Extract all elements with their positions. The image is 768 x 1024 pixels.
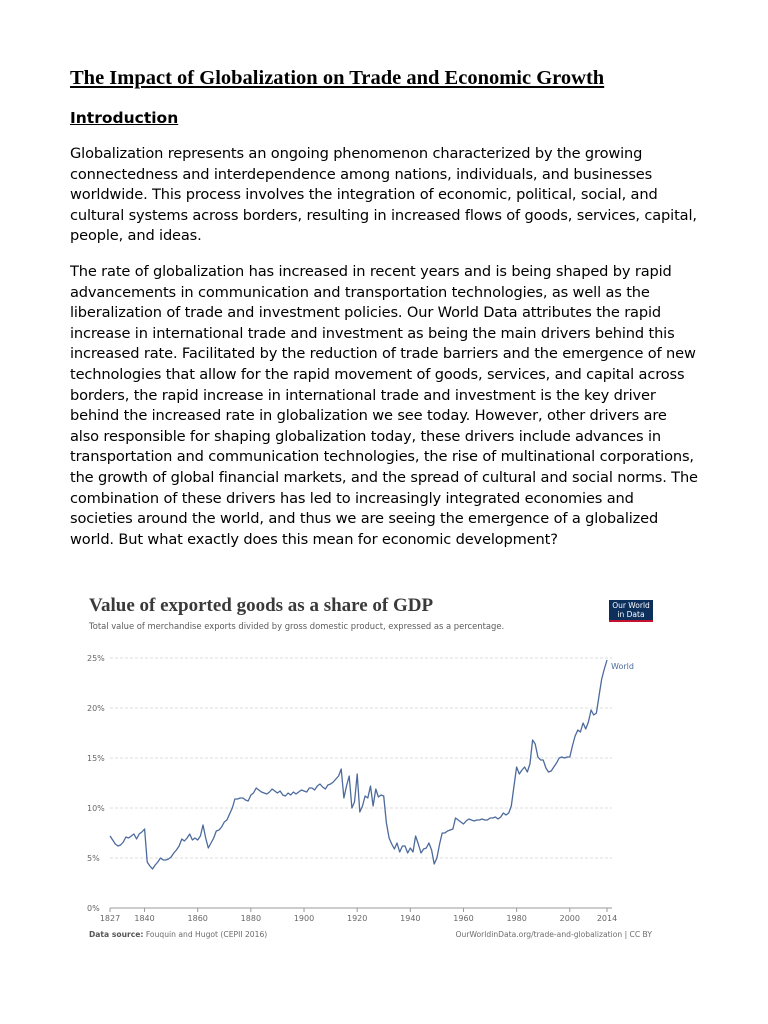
x-tick-label: 1880 (240, 914, 262, 923)
paragraph-1: Globalization represents an ongoing phenomenon characterized by the growing connectedness and interdependence among nations, individuals, and businesses worldwide. This process involves the integration of economic, political, social, and cultural systems across borders, resulting in increased flows of goods, services, capital, people, and ideas. (70, 145, 697, 245)
footer-source-text: Fouquin and Hugot (CEPII 2016) (145, 930, 268, 939)
x-tick-label: 2014 (596, 914, 618, 923)
export-share-chart (82, 590, 662, 945)
x-tick-label: 1900 (293, 914, 315, 923)
x-tick-label: 1980 (506, 914, 527, 923)
paragraph-2: The rate of globalization has increased in recent years and is being shaped by rapid advancements in communication and transportation technologies, as well as the liberalization of trade and investment policies. Our World Data attributes the rapid increase in international trade and investment as being the main drivers behind this increased rate. Facilitated by the reduction of trade barriers and the emergence of new technologies that allow for the rapid movement of goods, services, and capital across borders, the rapid increase in international trade and investment is the key driver behind the increased rate in globalization we see today. However, other drivers are also responsible for shaping globalization today, these drivers include advances in transportation and communication technologies, the rise of multinational corporations, the growth of global financial markets, and the spread of cultural and social norms. The combination of these drivers has led to increasingly integrated economies and societies around the world, and thus we are seeing the emergence of a globalized world. But what exactly does this mean for economic development? (70, 262, 698, 548)
x-tick-label: 1960 (453, 914, 474, 923)
y-tick-label: 15% (87, 754, 105, 763)
x-tick-label: 2000 (559, 914, 580, 923)
document-title: The Impact of Globalization on Trade and Economic Growth (70, 67, 605, 89)
series-line-world (110, 660, 607, 869)
x-tick-label: 1920 (346, 914, 368, 923)
series-label-world: World (611, 662, 634, 671)
document-page (70, 64, 700, 565)
y-tick-label: 5% (87, 854, 100, 863)
chart-footer-url: OurWorldinData.org/trade-and-globalization | CC BY (455, 930, 652, 939)
x-tick-label: 1827 (99, 914, 121, 923)
chart-plot-svg (82, 590, 662, 945)
y-tick-label: 20% (87, 704, 105, 713)
x-tick-label: 1840 (134, 914, 155, 923)
owid-logo-line-2: in Data (617, 609, 645, 619)
section-heading-introduction: Introduction (70, 109, 179, 127)
y-tick-label: 25% (87, 654, 105, 663)
y-tick-label: 0% (87, 904, 100, 913)
x-tick-label: 1940 (400, 914, 421, 923)
y-tick-label: 10% (87, 804, 105, 813)
chart-title: Value of exported goods as a share of GDP (89, 595, 434, 616)
owid-logo-line-1: Our World (612, 601, 650, 610)
chart-footer-source (89, 930, 267, 939)
footer-source-label: Data source: (89, 930, 144, 939)
chart-subtitle: Total value of merchandise exports divided by gross domestic product, expressed as a percentage. (89, 621, 505, 631)
x-tick-label: 1860 (187, 914, 208, 923)
